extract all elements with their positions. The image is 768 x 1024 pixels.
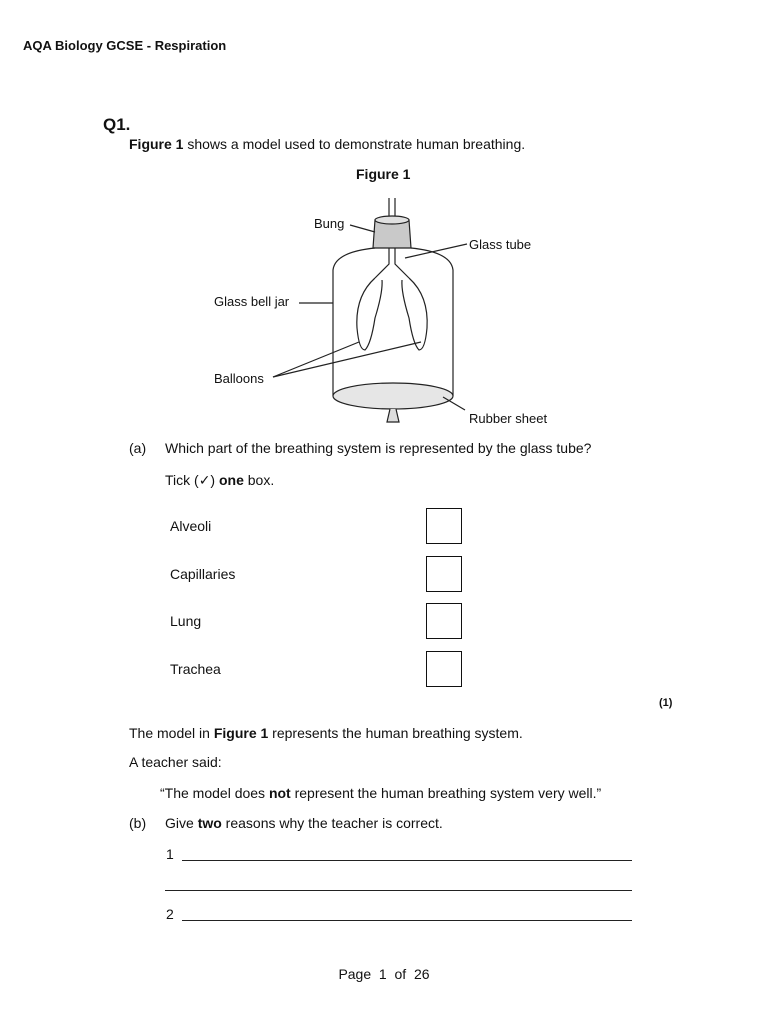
leader-rubber-sheet xyxy=(443,397,465,410)
option-label-capillaries: Capillaries xyxy=(170,566,236,582)
page-number: 1 xyxy=(378,966,387,982)
quote-not: not xyxy=(268,785,291,801)
tick-suffix: box. xyxy=(243,472,275,488)
rubber-knob xyxy=(387,409,399,422)
context-line-2: A teacher said: xyxy=(129,754,222,770)
label-glass-bell-jar: Glass bell jar xyxy=(214,294,290,309)
answer-number-1: 1 xyxy=(166,846,174,862)
answer-line-2[interactable] xyxy=(182,920,632,921)
jar-right-wall xyxy=(411,248,453,396)
jar-left-wall xyxy=(333,248,375,396)
label-glass-tube: Glass tube xyxy=(469,237,532,252)
leader-glass-tube xyxy=(405,244,467,258)
tick-instruction xyxy=(165,472,274,489)
rubber-sheet-shape xyxy=(333,383,453,409)
option-label-trachea: Trachea xyxy=(170,661,221,677)
question-intro xyxy=(129,136,525,152)
page-footer xyxy=(0,966,768,982)
bung-top xyxy=(375,216,409,224)
part-b-text-b: reasons why the teacher is correct. xyxy=(221,815,443,831)
context-figure-ref: Figure 1 xyxy=(213,725,269,741)
label-bung: Bung xyxy=(314,216,345,231)
tick-prefix: Tick (✓) xyxy=(165,472,219,488)
quote-text-a: “The model does xyxy=(160,785,269,801)
label-balloons: Balloons xyxy=(214,371,264,386)
page-label: Page xyxy=(338,966,372,982)
context-text-b: represents the human breathing system. xyxy=(268,725,523,741)
answer-number-2: 2 xyxy=(166,906,174,922)
figure-caption: Figure 1 xyxy=(356,166,411,182)
document-header-title: AQA Biology GCSE - Respiration xyxy=(23,38,227,53)
bell-jar-figure xyxy=(205,192,565,432)
part-a-question: Which part of the breathing system is represented by the glass tube? xyxy=(165,440,592,456)
part-b-letter: (b) xyxy=(129,815,147,831)
tick-box-trachea[interactable] xyxy=(426,651,462,687)
tick-box-capillaries[interactable] xyxy=(426,556,462,592)
page-of-label: of xyxy=(394,966,407,982)
page-total: 26 xyxy=(413,966,430,982)
left-balloon xyxy=(357,278,382,350)
answer-line-1[interactable] xyxy=(182,860,632,861)
tick-one: one xyxy=(218,472,244,488)
tick-box-alveoli[interactable] xyxy=(426,508,462,544)
tube-right-branch xyxy=(395,248,409,278)
question-number: Q1. xyxy=(103,115,131,134)
teacher-quote xyxy=(160,785,601,801)
tube-left-branch xyxy=(375,248,389,278)
label-rubber-sheet: Rubber sheet xyxy=(469,411,548,426)
marks-allocation: (1) xyxy=(659,697,673,709)
part-b-two: two xyxy=(197,815,222,831)
option-label-lung: Lung xyxy=(170,613,202,629)
context-text-a: The model in xyxy=(129,725,214,741)
intro-text: shows a model used to demonstrate human breathing. xyxy=(183,136,526,152)
tick-box-lung[interactable] xyxy=(426,603,462,639)
quote-text-b: represent the human breathing system very well.” xyxy=(290,785,602,801)
answer-line-1-continued[interactable] xyxy=(165,890,632,891)
part-b-question xyxy=(165,815,443,831)
option-label-alveoli: Alveoli xyxy=(170,518,212,534)
context-line-1 xyxy=(129,725,523,741)
part-b-text-a: Give xyxy=(165,815,198,831)
leader-bung xyxy=(350,225,375,232)
right-balloon xyxy=(402,278,427,350)
part-a-letter: (a) xyxy=(129,440,147,456)
intro-figure-ref: Figure 1 xyxy=(129,136,184,152)
